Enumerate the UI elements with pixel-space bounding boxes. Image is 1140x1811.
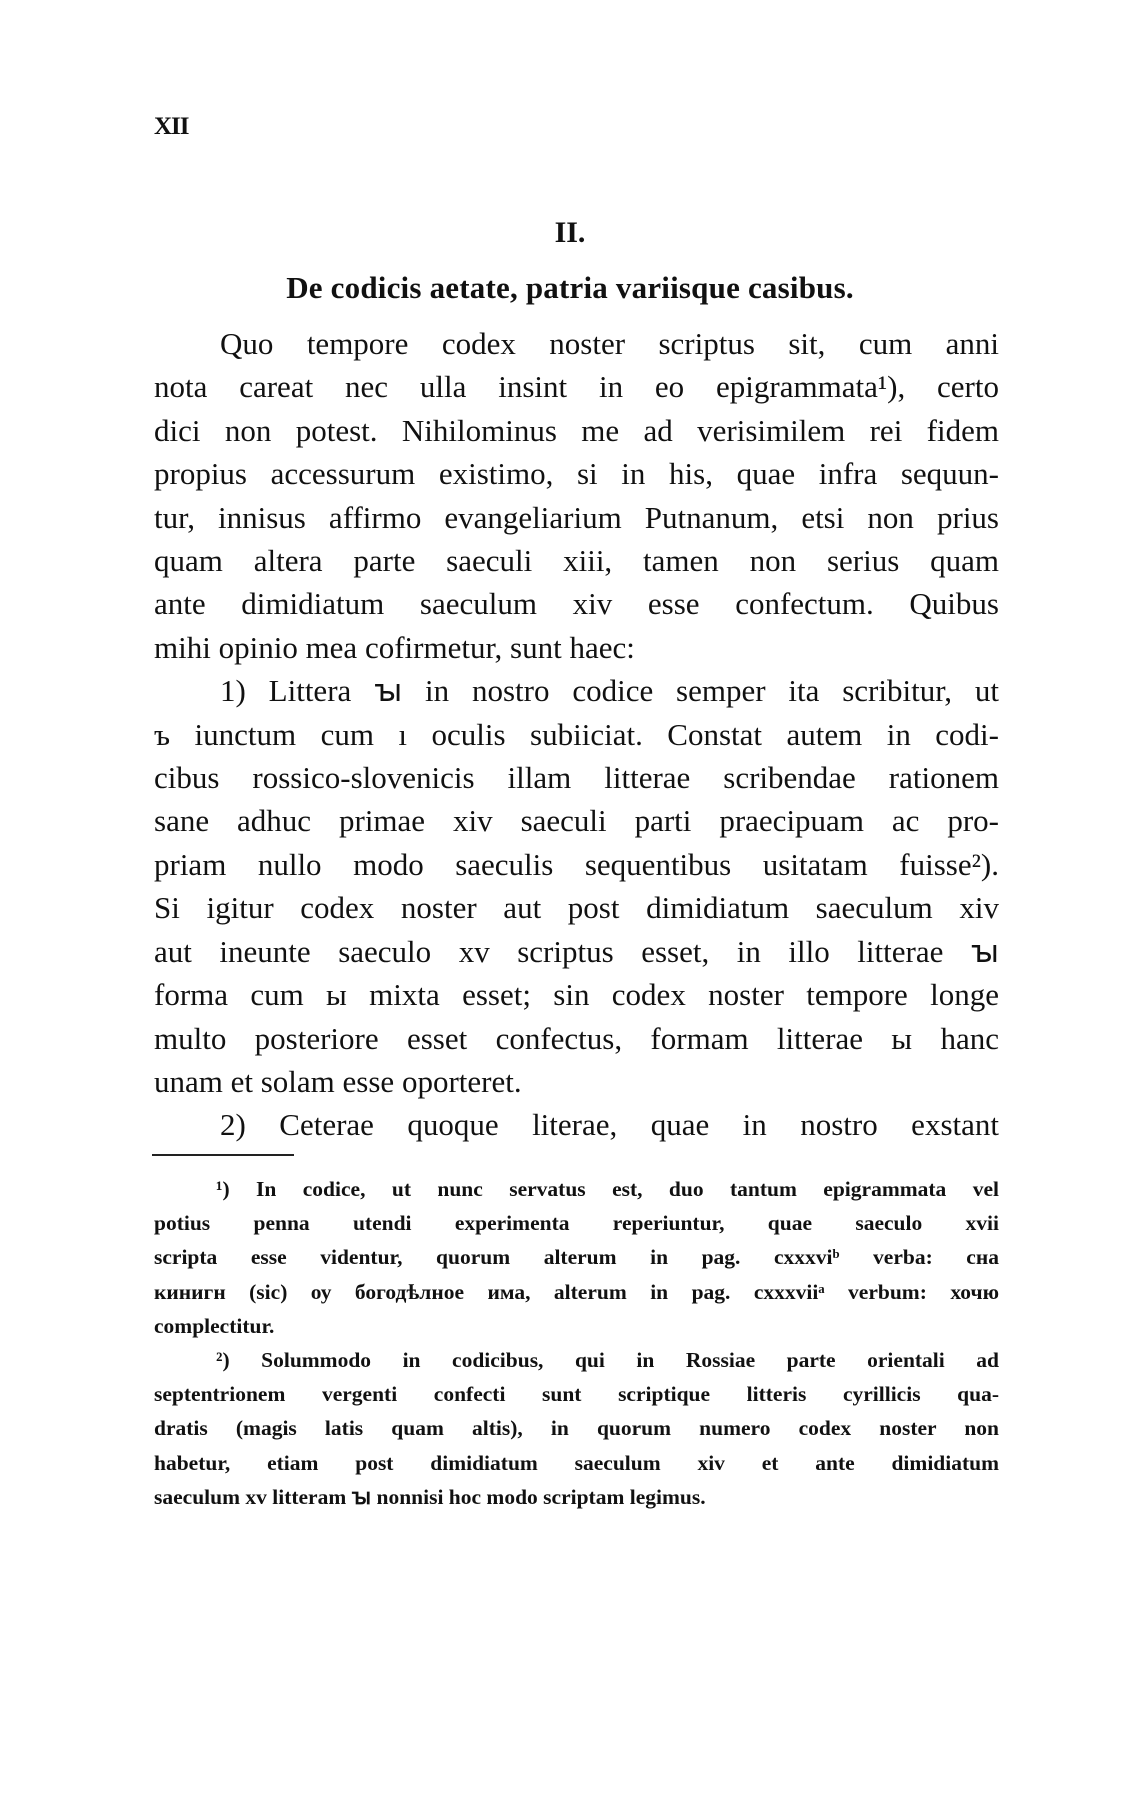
page-number: XII — [154, 113, 189, 140]
body-line: quam altera parte saeculi xiii, tamen non serius quam — [154, 543, 999, 579]
section-number: II. — [554, 216, 586, 249]
body-line: propius accessurum existimo, si in his, quae infra sequun- — [154, 456, 999, 492]
footnote-line: ¹) In codice, ut nunc servatus est, duo tantum epigrammata vel — [216, 1177, 999, 1201]
body-line: dici non potest. Nihilominus me ad verisimilem rei fidem — [154, 412, 999, 448]
section-heading: De codicis aetate, patria variisque casibus. — [286, 270, 854, 305]
footnote-line: scripta esse videntur, quorum alterum in pag. cxxxviᵇ verba: сна — [154, 1245, 999, 1270]
body-line: cibus rossico-slovenicis illam litterae scribendae rationem — [154, 760, 999, 796]
body-line: multo posteriore esset confectus, formam litterae ы hanc — [154, 1020, 999, 1056]
body-line: nota careat nec ulla insint in eo epigrammata¹), certo — [154, 369, 999, 405]
body-line: priam nullo modo saeculis sequentibus usitatam fuisse²). — [154, 846, 999, 882]
body-line: ъ iunctum cum ı oculis subiiciat. Constat autem in codi- — [154, 716, 999, 752]
body-line: mihi opinio mea cofirmetur, sunt haec: — [154, 629, 635, 665]
footnote-line: septentrionem vergenti confecti sunt scriptique litteris cyrillicis qua- — [154, 1382, 999, 1407]
body-line: 1) Littera ꙑ in nostro codice semper ita scribitur, ut — [220, 673, 999, 709]
body-text — [154, 322, 999, 1147]
footnote-line: potius penna utendi experimenta reperiuntur, quae saeculo xvii — [154, 1211, 999, 1236]
body-line: Si igitur codex noster aut post dimidiatum saeculum xiv — [154, 890, 999, 926]
body-line: ante dimidiatum saeculum xiv esse confectum. Quibus — [154, 586, 999, 622]
body-line: unam et solam esse oporteret. — [154, 1063, 522, 1099]
footnote-line: habetur, etiam post dimidiatum saeculum xiv et ante dimidiatum — [154, 1450, 999, 1475]
footnotes — [154, 1172, 999, 1514]
body-line: sane adhuc primae xiv saeculi parti praecipuam ac pro- — [154, 803, 999, 839]
body-line: Quo tempore codex noster scriptus sit, cum anni — [220, 326, 999, 361]
body-line: aut ineunte saeculo xv scriptus esset, in illo litterae ꙑ — [154, 933, 999, 969]
footnote-line: dratis (magis latis quam altis), in quorum numero codex noster non — [154, 1416, 999, 1441]
footnote-line: ²) Solummodo in codicibus, qui in Rossiae parte orientali ad — [216, 1348, 999, 1373]
footnote-separator — [152, 1154, 294, 1156]
body-line: forma cum ы mixta esset; sin codex noster tempore longe — [154, 977, 999, 1013]
footnote-line: complectitur. — [154, 1313, 275, 1338]
footnote-line: saeculum xv litteram ꙑ nonnisi hoc modo scriptam legimus. — [154, 1484, 706, 1509]
body-line: tur, innisus affirmo evangeliarium Putnanum, etsi non prius — [154, 499, 999, 535]
footnote-line: кинигн (sic) оу богодѣлное има, alterum in pag. cxxxviiᵃ verbum: хочю — [154, 1279, 999, 1304]
body-line: 2) Ceterae quoque literae, quae in nostro exstant — [220, 1107, 999, 1143]
